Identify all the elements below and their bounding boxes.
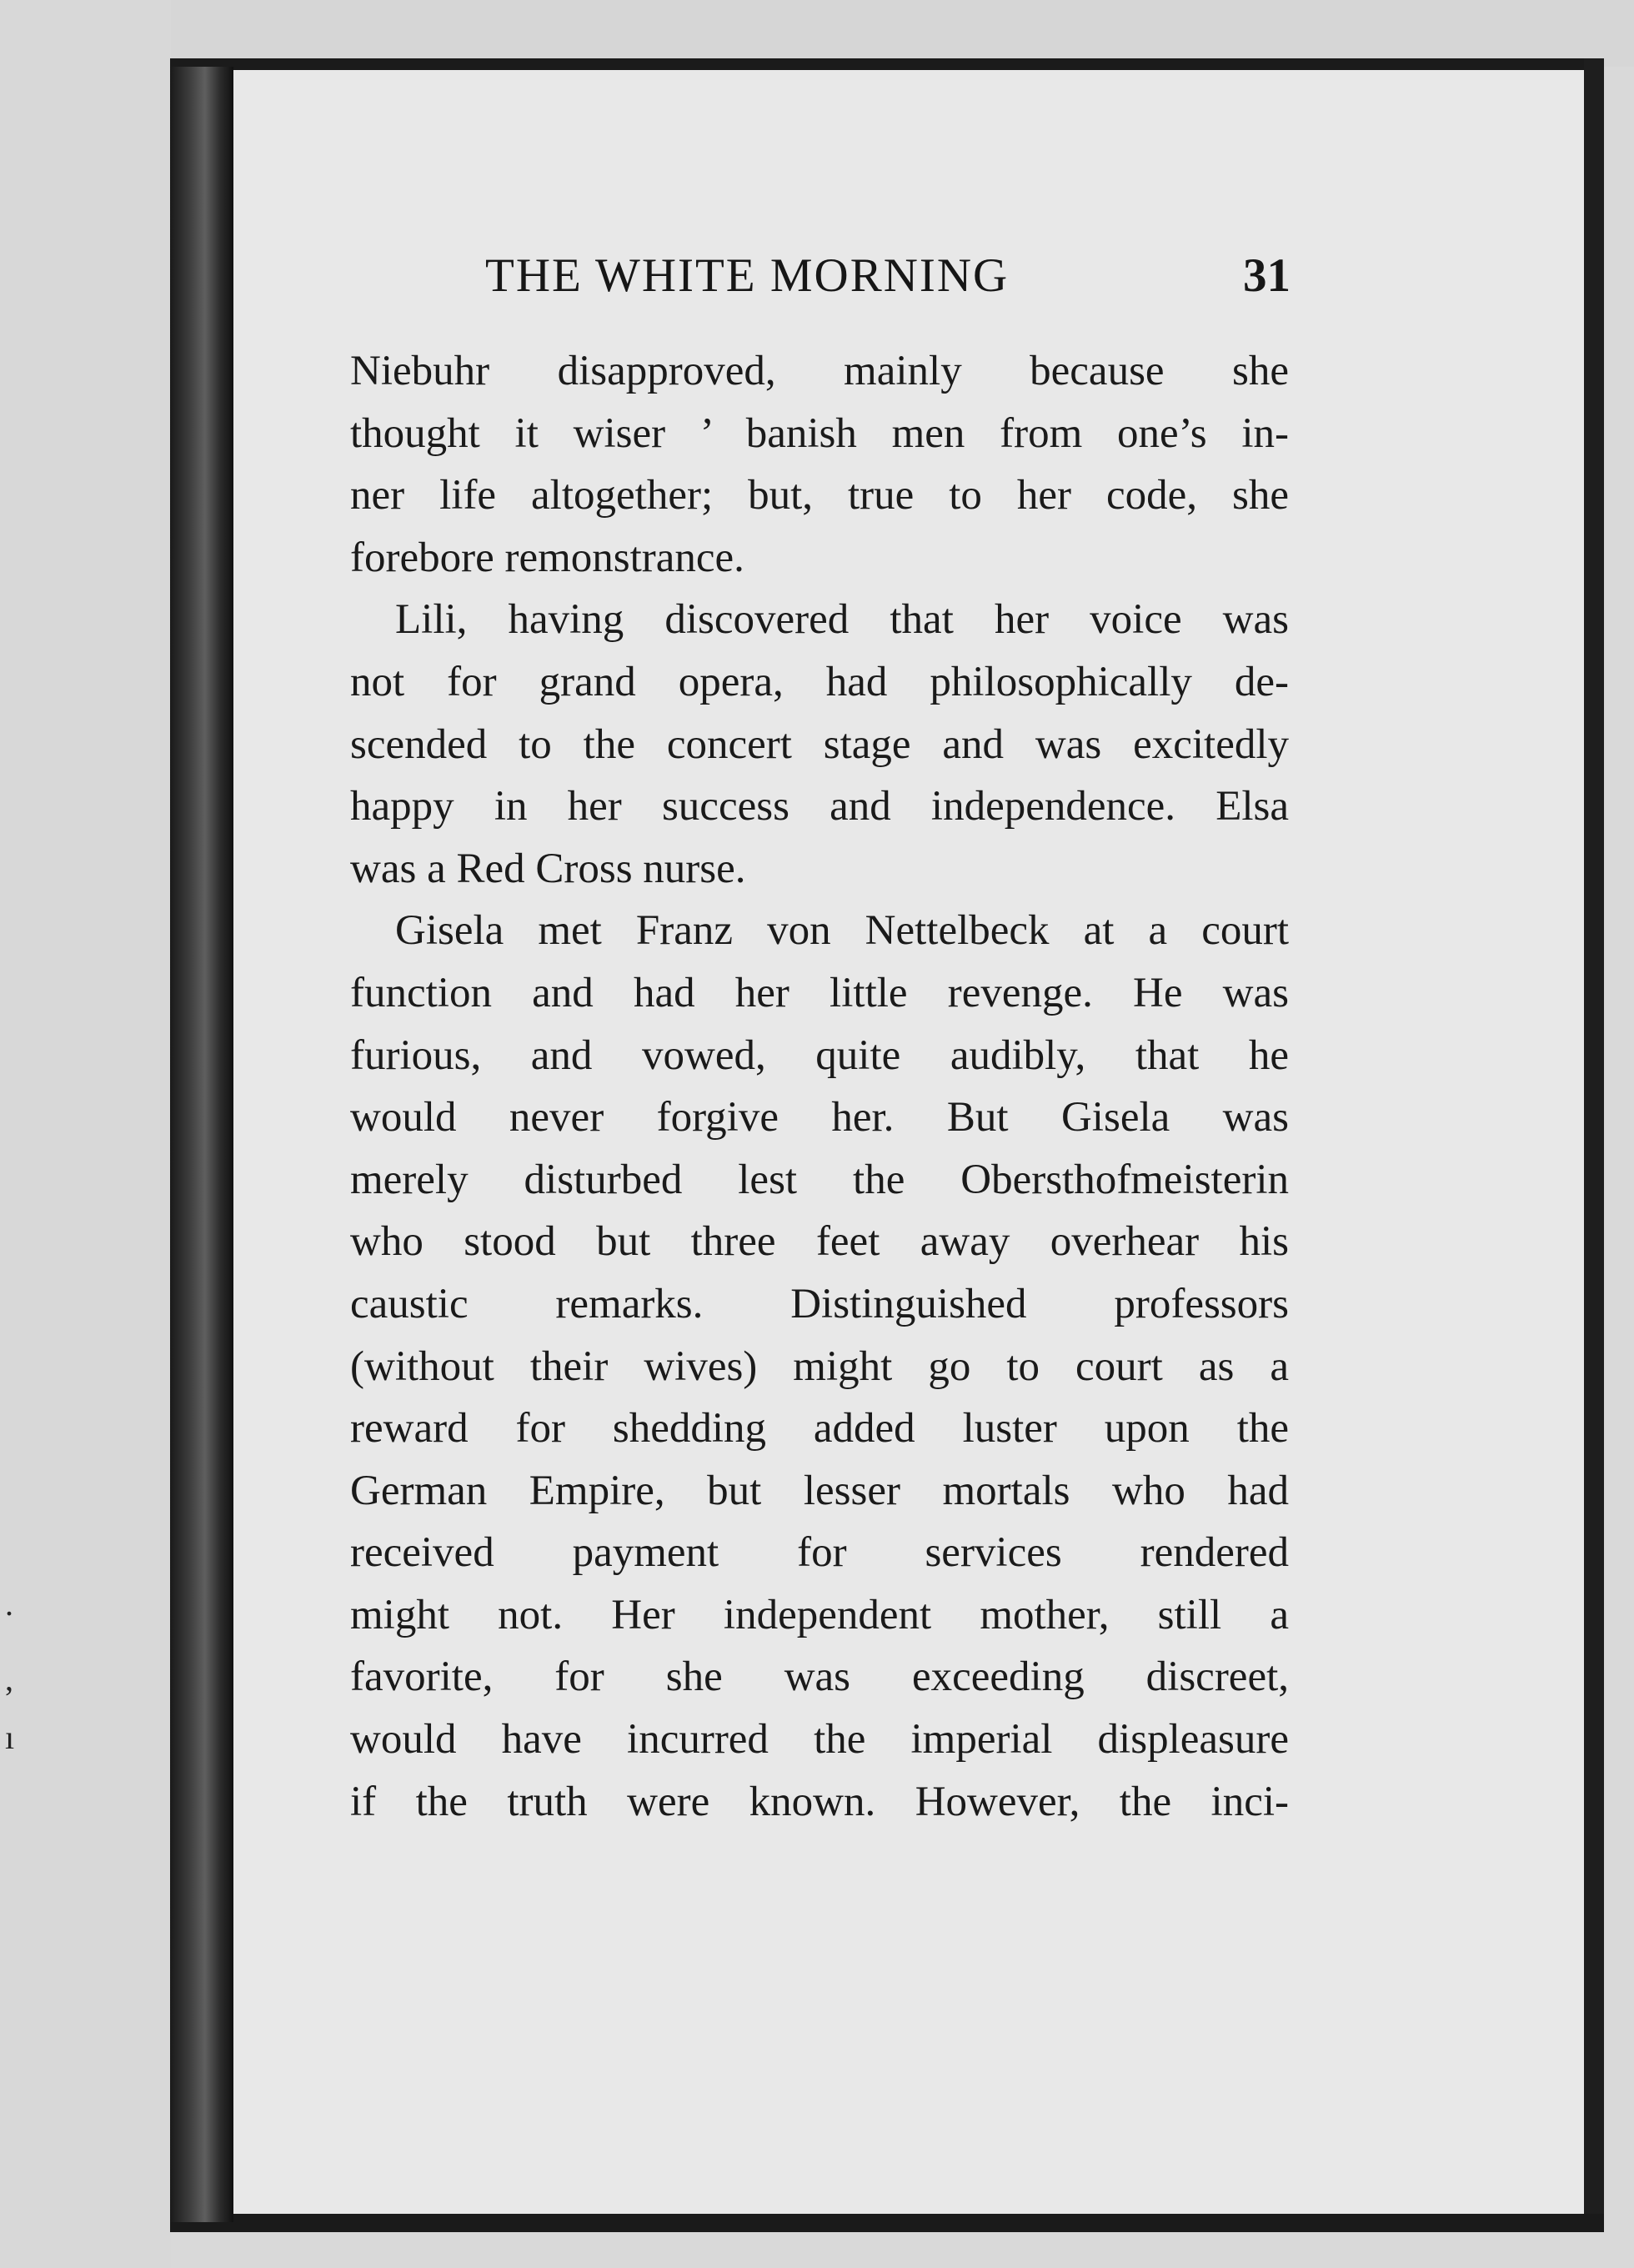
text-line: Niebuhr disapproved, mainly because she — [350, 348, 1289, 394]
text-line: received payment for services rendered — [350, 1529, 1289, 1577]
page-edge-right — [1584, 58, 1604, 2226]
text-line: scended to the concert stage and was excitedly — [350, 720, 1289, 768]
body-text — [350, 340, 1289, 1833]
text-line: Gisela met Franz von Nettelbeck at a court — [395, 907, 1289, 955]
text-line: if the truth were known. However, the inci- — [350, 1778, 1289, 1825]
scan-background-top — [0, 0, 1634, 67]
text-line: furious, and vowed, quite audibly, that he — [350, 1031, 1289, 1079]
text-line: ner life altogether; but, true to her code, she — [350, 472, 1289, 519]
text-line: favorite, for she was exceeding discreet, — [350, 1653, 1289, 1701]
text-line: might not. Her independent mother, still a — [350, 1591, 1289, 1638]
text-line: merely disturbed lest the Obersthofmeisterin — [350, 1156, 1289, 1203]
margin-mark: . — [5, 1585, 13, 1623]
page-number: 31 — [1243, 249, 1291, 302]
margin-mark: , — [5, 1660, 13, 1698]
page-edge-bottom — [170, 2214, 1604, 2232]
margin-mark: ı — [5, 1719, 15, 1756]
text-line: thought it wiser ’ banish men from one’s in- — [350, 409, 1289, 457]
text-line: forebore remonstrance. — [350, 534, 744, 581]
text-line: would have incurred the imperial displeasure — [350, 1716, 1289, 1764]
text-line: function and had her little revenge. He was — [350, 969, 1289, 1016]
text-line: German Empire, but lesser mortals who had — [350, 1467, 1289, 1514]
text-line: would never forgive her. But Gisela was — [350, 1094, 1289, 1142]
text-line: reward for shedding added luster upon the — [350, 1405, 1289, 1453]
text-line: caustic remarks. Distinguished professors — [350, 1280, 1289, 1327]
page-edge-top — [170, 58, 1587, 70]
page-header — [485, 248, 1291, 315]
text-line: not for grand opera, had philosophically de- — [350, 658, 1289, 705]
scan-background-left — [0, 0, 171, 2268]
text-line: who stood but three feet away overhear his — [350, 1218, 1289, 1266]
text-line: (without their wives) might go to court as a — [350, 1342, 1289, 1390]
running-title: THE WHITE MORNING — [485, 249, 1010, 302]
book-spine-shadow — [170, 67, 233, 2222]
text-line: was a Red Cross nurse. — [350, 845, 746, 892]
text-line: happy in her success and independence. Elsa — [350, 783, 1289, 830]
text-line: Lili, having discovered that her voice was — [395, 596, 1289, 644]
